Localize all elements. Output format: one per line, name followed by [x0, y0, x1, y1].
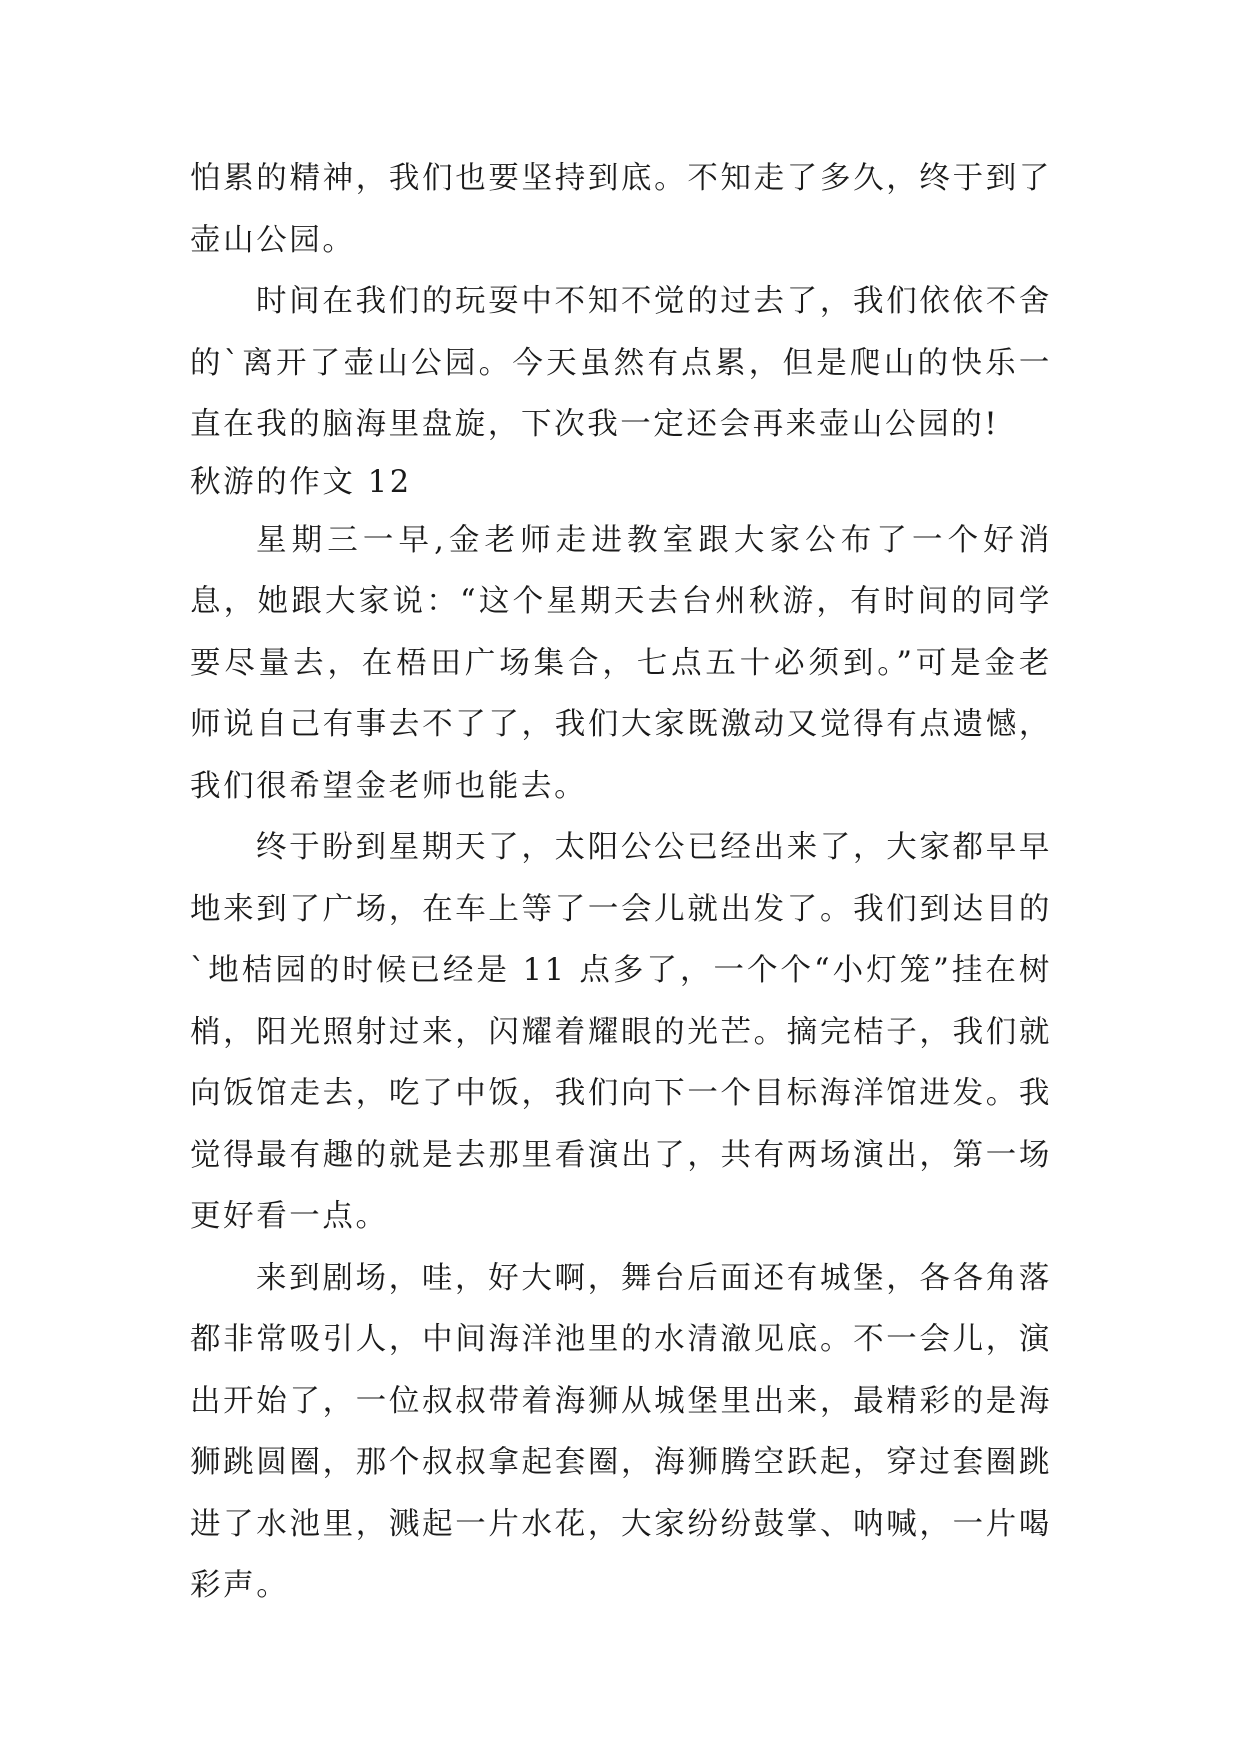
paragraph-sea-lion-show: 来到剧场，哇，好大啊，舞台后面还有城堡，各各角落都非常吸引人，中间海洋池里的水清澈见底。不一会儿，演出开始了，一位叔叔带着海狮从城堡里出来，最精彩的是海狮跳圆圈，那个叔叔拿起套圈，海狮腾空跃起，穿过套圈跳进了水池里，溅起一片水花，大家纷纷鼓掌、呐喊，一片喝彩声。: [190, 1260, 1052, 1603]
paragraph-continuation: 怕累的精神，我们也要坚持到底。不知走了多久，终于到了壶山公园。: [190, 161, 1052, 258]
document-body: [190, 148, 1052, 1617]
paragraph-announcement: 星期三一早,金老师走进教室跟大家公布了一个好消息，她跟大家说：“这个星期天去台州秋游，有时间的同学要尽量去，在梧田广场集合，七点五十必须到。”可是金老师说自己有事去不了了，我们大家既激动又觉得有点遗憾，我们很希望金老师也能去。: [190, 522, 1052, 804]
paragraph-trip-day: 终于盼到星期天了，太阳公公已经出来了，大家都早早地来到了广场，在车上等了一会儿就出发了。我们到达目的`地桔园的时候已经是 11 点多了，一个个“小灯笼”挂在树梢，阳光照射过来，闪耀着耀眼的光芒。摘完桔子，我们就向饭馆走去，吃了中饭，我们向下一个目标海洋馆进发。我觉得最有趣的就是去那里看演出了，共有两场演出，第一场更好看一点。: [190, 830, 1052, 1234]
section-title: 秋游的作文 12: [190, 464, 412, 500]
paragraph-leaving-park: 时间在我们的玩耍中不知不觉的过去了，我们依依不舍的`离开了壶山公园。今天虽然有点累，但是爬山的快乐一直在我的脑海里盘旋，下次我一定还会再来壶山公园的!: [190, 284, 1052, 442]
